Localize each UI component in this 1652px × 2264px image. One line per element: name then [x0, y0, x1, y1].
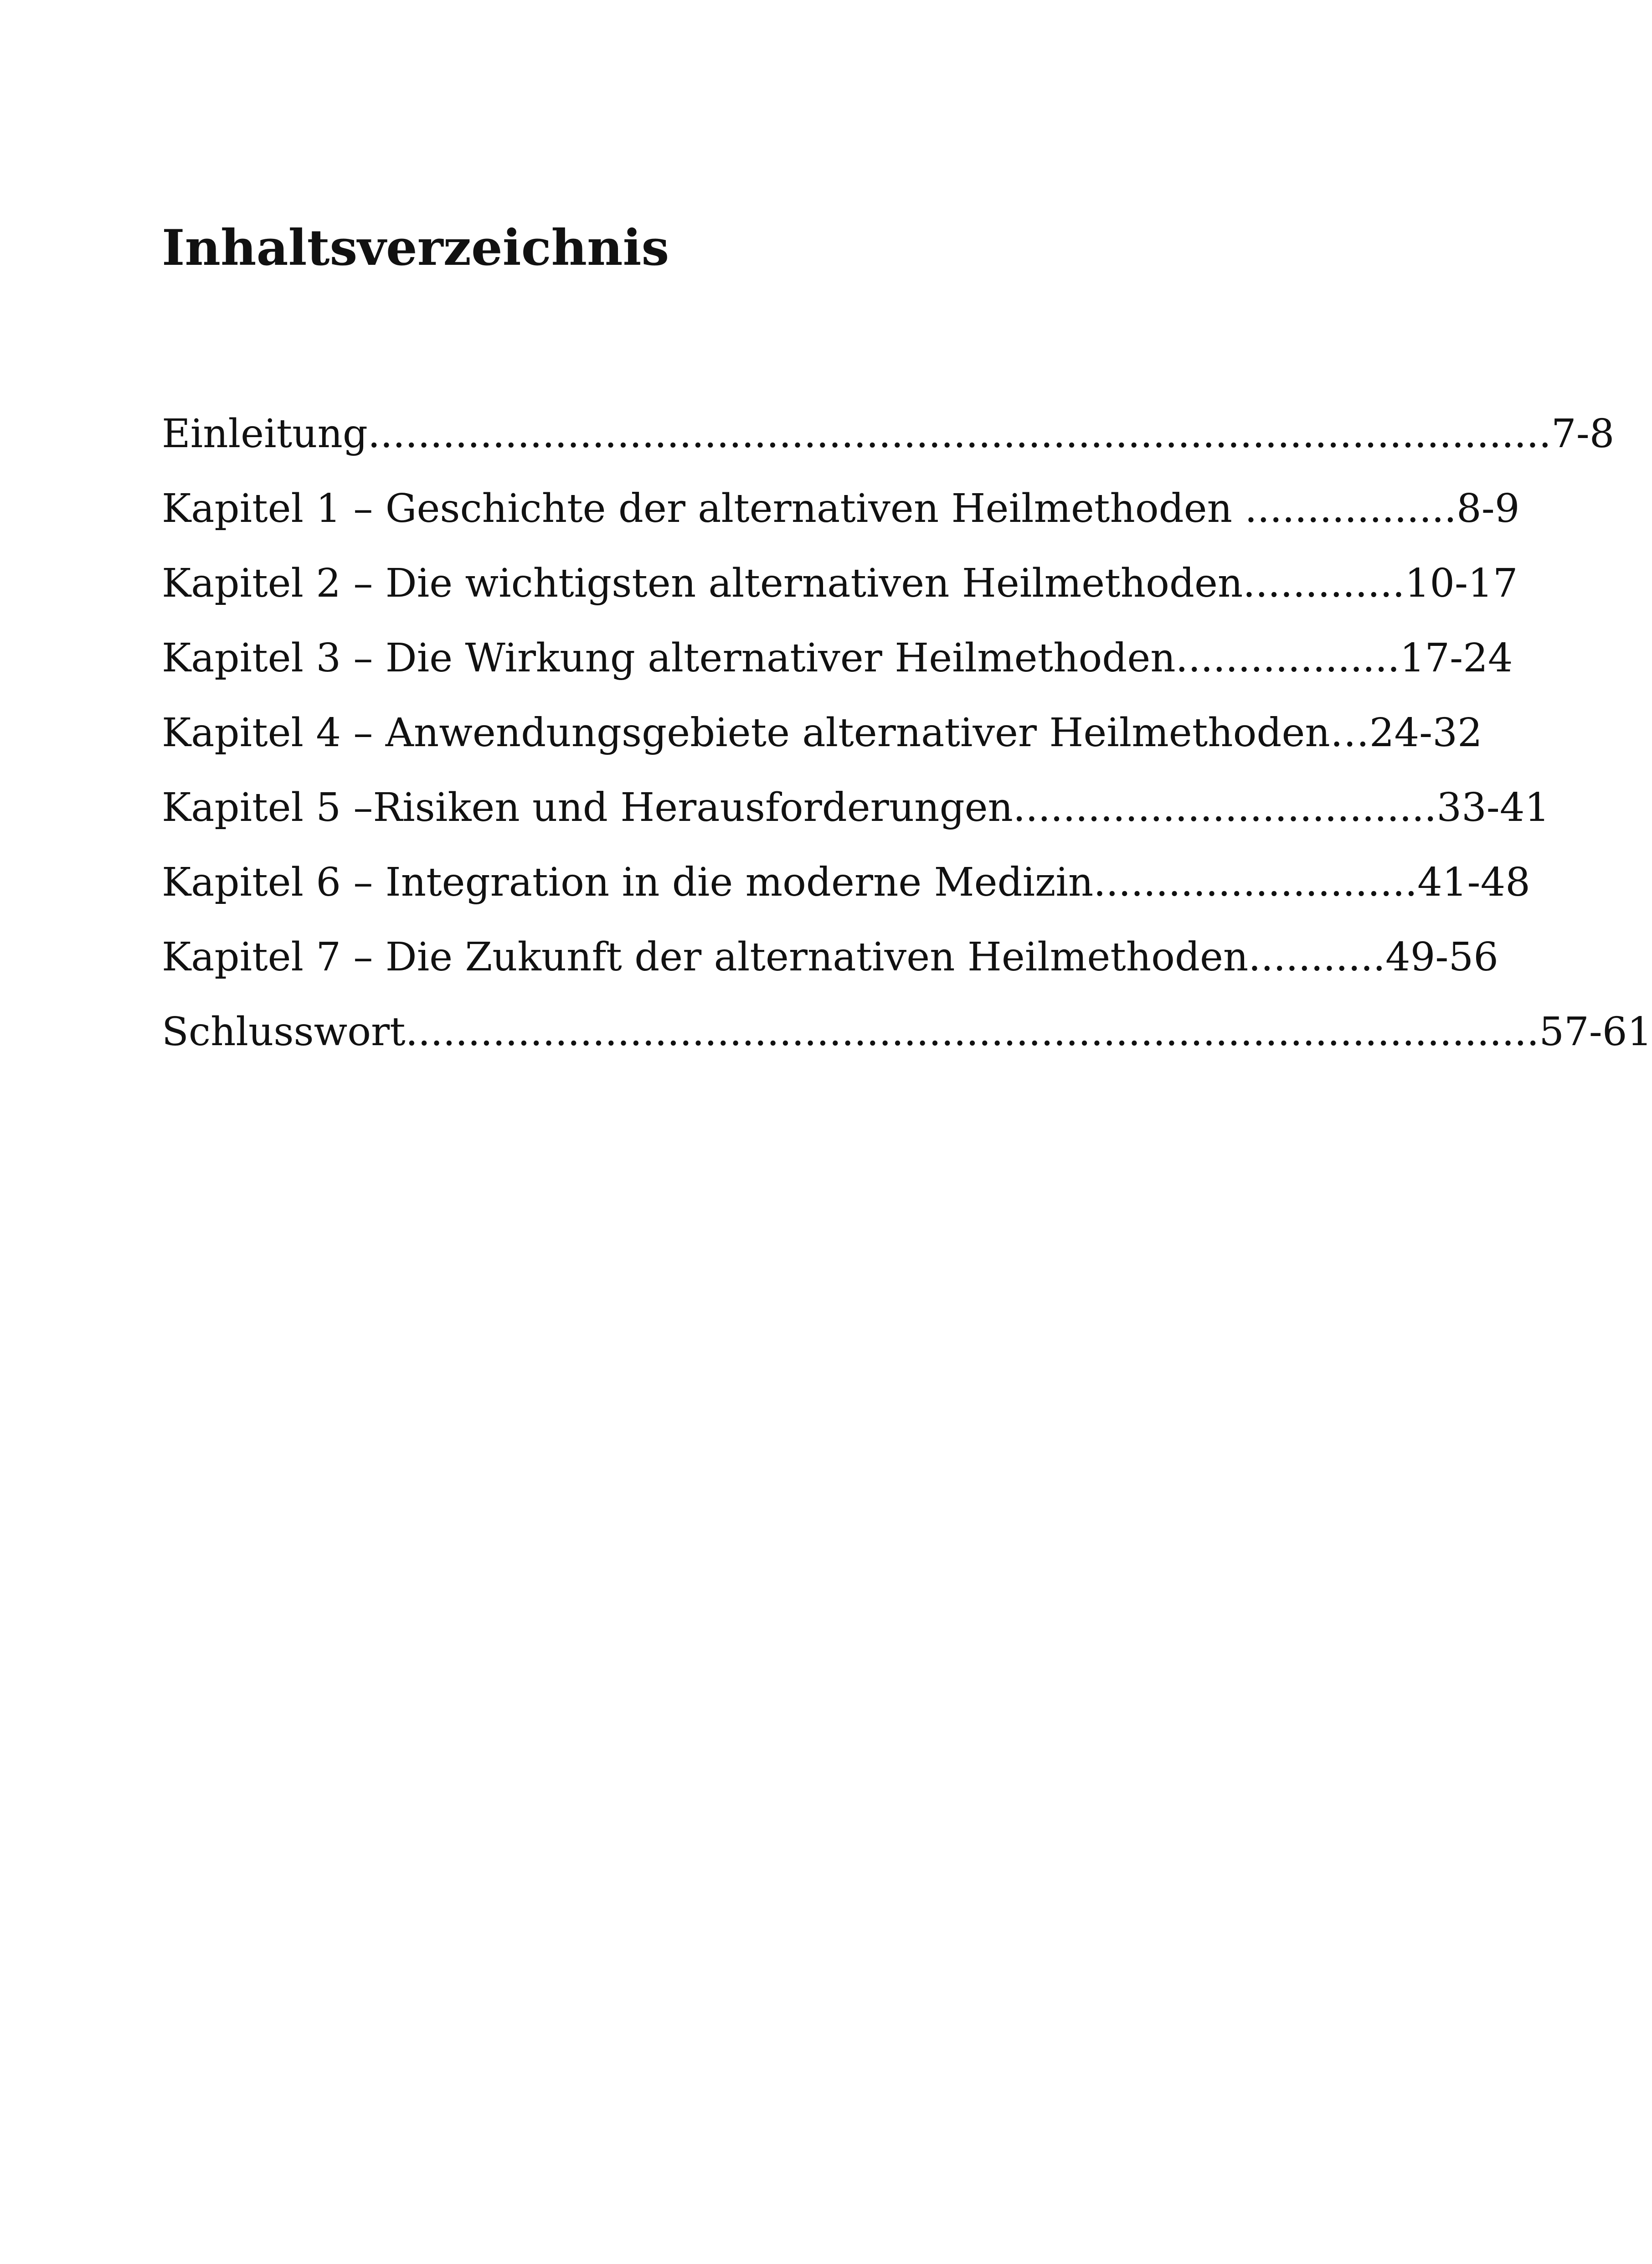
toc-entry-leader: ........................................................................................... — [405, 1009, 1539, 1055]
toc-entry-leader: .......................... — [1093, 860, 1418, 905]
toc-entry-label: Kapitel 1 – Geschichte der alternativen Heilmethoden — [162, 486, 1232, 531]
toc-entry-pages: 41-48 — [1417, 860, 1530, 905]
toc-entry-schlusswort — [162, 995, 1652, 1069]
toc-entry-label: Kapitel 7 – Die Zukunft der alternativen Heilmethoden — [162, 934, 1249, 980]
toc-entry-kapitel-3 — [162, 621, 1513, 696]
page-title: Inhaltsverzeichnis — [162, 219, 669, 277]
toc-entry-pages: 49-56 — [1385, 934, 1498, 980]
toc-entry-leader: ............................................................................................... — [367, 411, 1551, 457]
toc-entry-label: Einleitung — [162, 411, 368, 457]
toc-entry-pages: 7-8 — [1551, 411, 1615, 457]
toc-entry-leader: ........... — [1248, 934, 1385, 980]
toc-entry-pages: 10-17 — [1405, 561, 1518, 606]
toc-entry-kapitel-4 — [162, 696, 1482, 770]
toc-entry-einleitung — [162, 397, 1615, 471]
toc-entry-pages: 24-32 — [1369, 710, 1482, 756]
toc-entry-leader: .................................. — [1013, 785, 1437, 830]
toc-entry-pages: 33-41 — [1436, 785, 1550, 830]
toc-entry-leader: ................. — [1232, 486, 1457, 531]
toc-entry-kapitel-6 — [162, 845, 1530, 920]
toc-entry-label: Schlusswort — [162, 1009, 406, 1055]
toc-entry-pages: 8-9 — [1456, 486, 1520, 531]
toc-entry-kapitel-2 — [162, 546, 1518, 621]
toc-entry-pages: 17-24 — [1400, 635, 1513, 681]
toc-entry-pages: 57-61 — [1539, 1009, 1652, 1055]
toc-entry-leader: ............. — [1243, 561, 1405, 606]
table-of-contents — [162, 397, 1652, 1069]
toc-entry-label: Kapitel 5 –Risiken und Herausforderungen — [162, 785, 1013, 830]
toc-entry-label: Kapitel 3 – Die Wirkung alternativer Heilmethoden — [162, 635, 1176, 681]
toc-entry-kapitel-1 — [162, 471, 1520, 546]
toc-entry-leader: .................. — [1175, 635, 1400, 681]
toc-entry-label: Kapitel 2 – Die wichtigsten alternativen Heilmethoden — [162, 561, 1243, 606]
toc-entry-label: Kapitel 6 – Integration in die moderne Medizin — [162, 860, 1094, 905]
toc-entry-kapitel-7 — [162, 920, 1498, 995]
toc-entry-label: Kapitel 4 – Anwendungsgebiete alternativer Heilmethoden — [162, 710, 1330, 756]
toc-entry-kapitel-5 — [162, 770, 1550, 845]
toc-entry-leader: … — [1330, 710, 1369, 756]
